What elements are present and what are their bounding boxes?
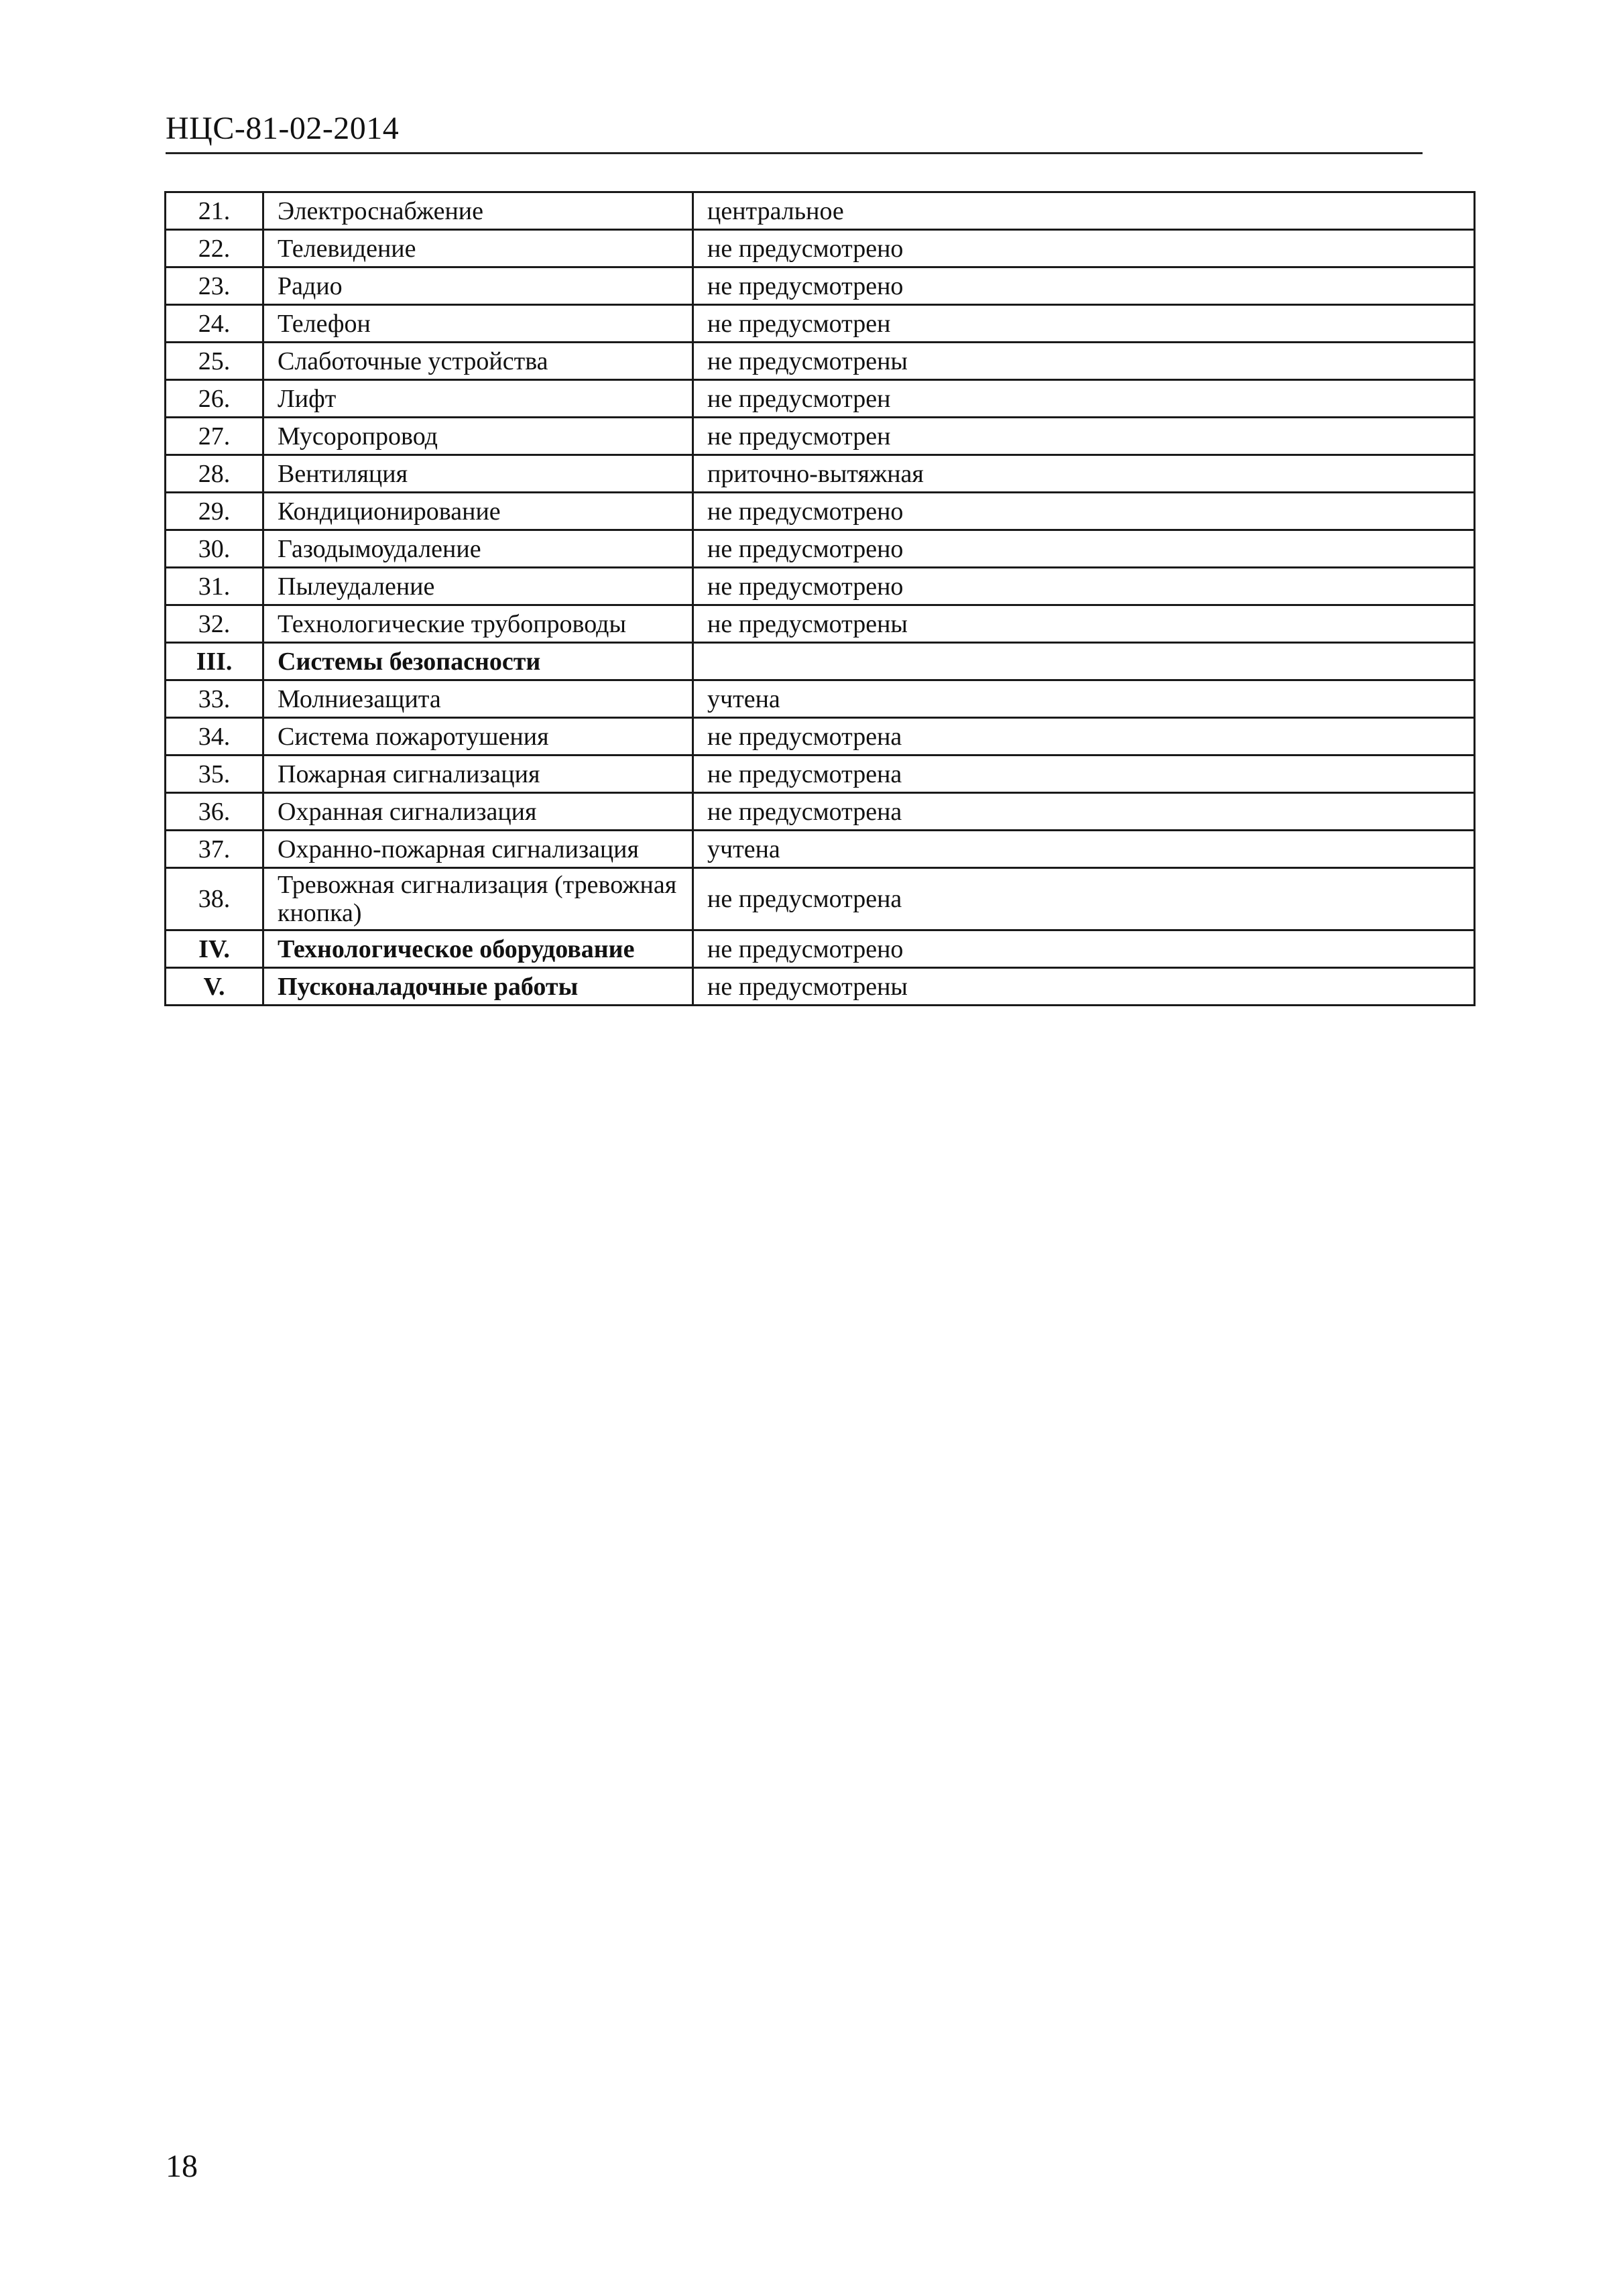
table-row <box>166 718 1475 756</box>
row-number: 21. <box>166 192 263 230</box>
row-name: Кондиционирование <box>263 493 693 530</box>
section-title: Системы безопасности <box>263 643 693 680</box>
row-number: 31. <box>166 568 263 605</box>
row-name: Пожарная сигнализация <box>263 756 693 793</box>
row-number: 24. <box>166 305 263 343</box>
row-value: не предусмотрен <box>693 418 1475 455</box>
section-number: III. <box>166 643 263 680</box>
row-value: не предусмотрено <box>693 230 1475 267</box>
row-value: не предусмотрено <box>693 267 1475 305</box>
row-number: 33. <box>166 680 263 718</box>
row-value: не предусмотрена <box>693 868 1475 930</box>
section-value <box>693 643 1475 680</box>
row-value: приточно-вытяжная <box>693 455 1475 493</box>
table-row <box>166 418 1475 455</box>
section-number: IV. <box>166 930 263 968</box>
row-number: 28. <box>166 455 263 493</box>
section-header-row <box>166 930 1475 968</box>
table-row <box>166 680 1475 718</box>
table-row <box>166 793 1475 831</box>
row-value: не предусмотрена <box>693 718 1475 756</box>
table-row <box>166 493 1475 530</box>
table-row <box>166 267 1475 305</box>
row-value: не предусмотрены <box>693 605 1475 643</box>
row-name: Слаботочные устройства <box>263 343 693 380</box>
table-row <box>166 455 1475 493</box>
row-name: Охранная сигнализация <box>263 793 693 831</box>
row-name: Мусоропровод <box>263 418 693 455</box>
row-value: не предусмотрена <box>693 793 1475 831</box>
row-number: 30. <box>166 530 263 568</box>
row-value: не предусмотрен <box>693 380 1475 418</box>
table-row <box>166 305 1475 343</box>
row-name: Телефон <box>263 305 693 343</box>
table-row <box>166 380 1475 418</box>
row-value: центральное <box>693 192 1475 230</box>
row-number: 23. <box>166 267 263 305</box>
row-name: Газодымоудаление <box>263 530 693 568</box>
table-row <box>166 568 1475 605</box>
section-title: Технологическое оборудование <box>263 930 693 968</box>
row-value: не предусмотрено <box>693 568 1475 605</box>
row-number: 35. <box>166 756 263 793</box>
row-name: Телевидение <box>263 230 693 267</box>
header-rule <box>166 152 1423 154</box>
row-name: Тревожная сигнализация (тревожная кнопка) <box>263 868 693 930</box>
row-number: 22. <box>166 230 263 267</box>
row-number: 34. <box>166 718 263 756</box>
section-header-row <box>166 968 1475 1006</box>
row-name: Вентиляция <box>263 455 693 493</box>
section-value: не предусмотрены <box>693 968 1475 1006</box>
row-name: Технологические трубопроводы <box>263 605 693 643</box>
row-value: не предусмотрено <box>693 530 1475 568</box>
row-name: Охранно-пожарная сигнализация <box>263 831 693 868</box>
table-row <box>166 605 1475 643</box>
row-value: не предусмотрены <box>693 343 1475 380</box>
table-row <box>166 831 1475 868</box>
specification-table <box>164 191 1476 1006</box>
section-value: не предусмотрено <box>693 930 1475 968</box>
page-number: 18 <box>166 2149 198 2184</box>
row-number: 27. <box>166 418 263 455</box>
row-number: 26. <box>166 380 263 418</box>
row-number: 25. <box>166 343 263 380</box>
table-row <box>166 530 1475 568</box>
row-value: не предусмотрен <box>693 305 1475 343</box>
row-number: 32. <box>166 605 263 643</box>
row-number: 37. <box>166 831 263 868</box>
row-number: 36. <box>166 793 263 831</box>
row-value: не предусмотрена <box>693 756 1475 793</box>
row-name: Электроснабжение <box>263 192 693 230</box>
row-name: Пылеудаление <box>263 568 693 605</box>
row-name: Молниезащита <box>263 680 693 718</box>
table-row <box>166 230 1475 267</box>
row-value: учтена <box>693 680 1475 718</box>
row-number: 38. <box>166 868 263 930</box>
row-name: Лифт <box>263 380 693 418</box>
table-row <box>166 868 1475 930</box>
row-value: не предусмотрено <box>693 493 1475 530</box>
row-number: 29. <box>166 493 263 530</box>
section-header-row <box>166 643 1475 680</box>
table-row <box>166 343 1475 380</box>
table-row <box>166 756 1475 793</box>
table-body <box>166 192 1475 1006</box>
row-name: Система пожаротушения <box>263 718 693 756</box>
section-title: Пусконаладочные работы <box>263 968 693 1006</box>
table-row <box>166 192 1475 230</box>
section-number: V. <box>166 968 263 1006</box>
row-value: учтена <box>693 831 1475 868</box>
row-name: Радио <box>263 267 693 305</box>
document-code: НЦС-81-02-2014 <box>166 111 400 146</box>
